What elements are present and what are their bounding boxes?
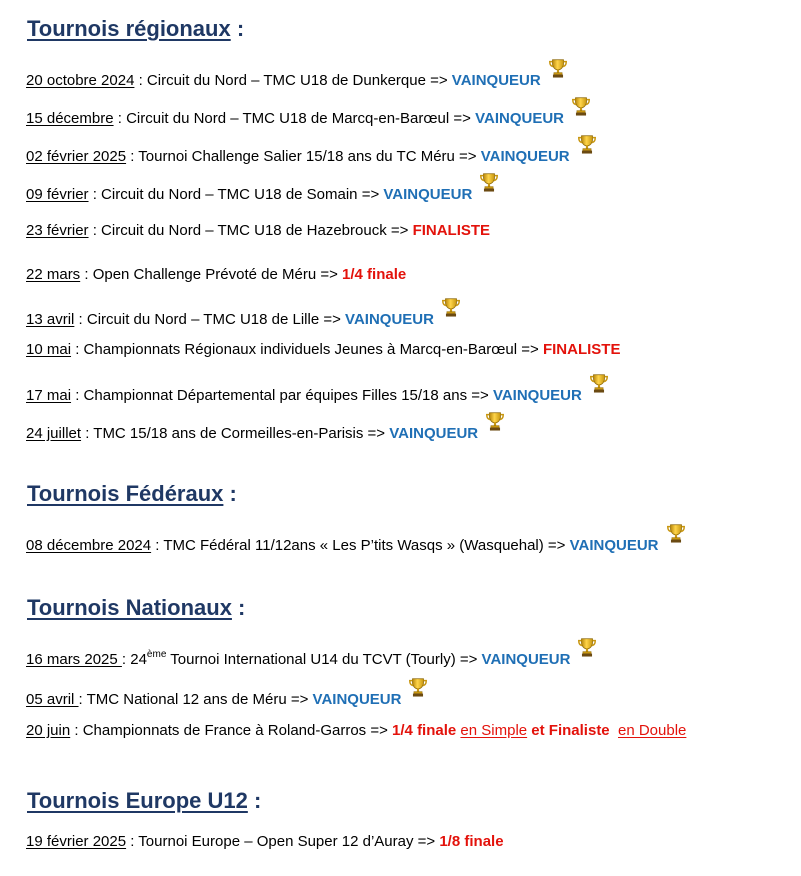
list-item — [26, 266, 406, 284]
list-item — [26, 222, 490, 240]
row-date: 10 mai — [26, 341, 72, 358]
row-date: 23 février — [26, 222, 89, 239]
row-text: Tournoi International U14 du TCVT (Tourly) => — [166, 651, 482, 668]
heading-colon: : — [231, 595, 246, 620]
row-result-simple: en Simple — [460, 722, 528, 739]
row-text: : Championnats de France à Roland-Garros => — [70, 722, 393, 739]
row-result: VAINQUEUR — [312, 691, 402, 708]
row-result: FINALISTE — [542, 341, 621, 358]
row-text: : TMC Fédéral 11/12ans « Les P’tits Wasqs » (Wasquehal) => — [151, 537, 570, 554]
trophy-icon — [588, 372, 610, 394]
row-text: : 24 — [121, 651, 147, 668]
list-item — [26, 179, 500, 204]
row-text: : Tournoi Challenge Salier 15/18 ans du TC Méru => — [126, 148, 481, 165]
row-date: 09 février — [26, 186, 89, 203]
row-result: VAINQUEUR — [569, 537, 659, 554]
row-date: 02 février 2025 — [26, 148, 127, 165]
row-date: 24 juillet — [26, 425, 82, 442]
row-text: : Circuit du Nord – TMC U18 de Dunkerque => — [134, 72, 452, 89]
trophy-icon — [478, 171, 500, 193]
row-date: 16 mars 2025 — [26, 651, 122, 668]
heading-europe — [27, 788, 261, 814]
row-text: : TMC 15/18 ans de Cormeilles-en-Parisis => — [81, 425, 390, 442]
heading-national-title: Tournois Nationaux — [27, 595, 232, 620]
heading-federal — [27, 481, 237, 507]
heading-europe-title: Tournois Europe U12 — [27, 788, 248, 813]
row-text: : Championnats Régionaux individuels Jeunes à Marcq-en-Barœul => — [71, 341, 543, 358]
row-date: 15 décembre — [26, 110, 114, 127]
row-text: : Championnat Départemental par équipes Filles 15/18 ans => — [71, 387, 493, 404]
row-date: 19 février 2025 — [26, 833, 127, 850]
list-item — [26, 65, 569, 90]
heading-colon: : — [230, 16, 245, 41]
row-result-double: en Double — [618, 722, 687, 739]
row-date: 20 juin — [26, 722, 71, 739]
list-item — [26, 722, 686, 740]
row-text: : Circuit du Nord – TMC U18 de Marcq-en-Barœul => — [113, 110, 476, 127]
row-date: 13 avril — [26, 311, 75, 328]
heading-colon: : — [223, 481, 237, 506]
row-result: 1/8 finale — [439, 833, 504, 850]
row-date: 08 décembre 2024 — [26, 537, 152, 554]
list-item — [26, 103, 592, 128]
row-result: VAINQUEUR — [492, 387, 582, 404]
row-text: : Circuit du Nord – TMC U18 de Hazebrouck => — [88, 222, 413, 239]
row-date: 20 octobre 2024 — [26, 72, 135, 89]
row-result: FINALISTE — [412, 222, 491, 239]
row-date: 22 mars — [26, 266, 81, 283]
row-result: VAINQUEUR — [383, 186, 473, 203]
list-item — [26, 530, 687, 555]
trophy-icon — [407, 676, 429, 698]
trophy-icon — [576, 636, 598, 658]
row-sup: ème — [146, 649, 167, 660]
row-result: 1/4 finale — [342, 266, 407, 283]
row-result: VAINQUEUR — [389, 425, 479, 442]
row-result: VAINQUEUR — [451, 72, 541, 89]
row-result: 1/4 finale — [392, 722, 457, 739]
list-item — [26, 380, 610, 405]
list-item — [26, 644, 598, 669]
list-item — [26, 141, 598, 166]
trophy-icon — [665, 522, 687, 544]
trophy-icon — [576, 133, 598, 155]
list-item — [26, 341, 620, 359]
heading-national — [27, 595, 245, 621]
heading-colon: : — [247, 788, 262, 813]
heading-regional — [27, 16, 244, 42]
row-text: : Open Challenge Prévoté de Méru => — [80, 266, 343, 283]
row-text: : Circuit du Nord – TMC U18 de Somain => — [88, 186, 384, 203]
row-date: 05 avril — [26, 691, 79, 708]
heading-regional-title: Tournois régionaux — [27, 16, 231, 41]
heading-federal-title: Tournois Fédéraux — [27, 481, 224, 506]
row-result: VAINQUEUR — [475, 110, 564, 127]
list-item — [26, 684, 429, 709]
row-text: : TMC National 12 ans de Méru => — [78, 691, 313, 708]
row-result-finaliste: et Finaliste — [531, 722, 610, 739]
row-text: : Tournoi Europe – Open Super 12 d’Auray => — [126, 833, 440, 850]
row-date: 17 mai — [26, 387, 72, 404]
row-result: VAINQUEUR — [481, 651, 571, 668]
trophy-icon — [440, 296, 462, 318]
row-text: : Circuit du Nord – TMC U18 de Lille => — [74, 311, 346, 328]
trophy-icon — [484, 410, 506, 432]
trophy-icon — [547, 57, 569, 79]
row-result: VAINQUEUR — [345, 311, 434, 328]
trophy-icon — [570, 95, 592, 117]
list-item — [26, 833, 504, 851]
list-item — [26, 304, 462, 329]
list-item — [26, 418, 506, 443]
row-result: VAINQUEUR — [480, 148, 570, 165]
